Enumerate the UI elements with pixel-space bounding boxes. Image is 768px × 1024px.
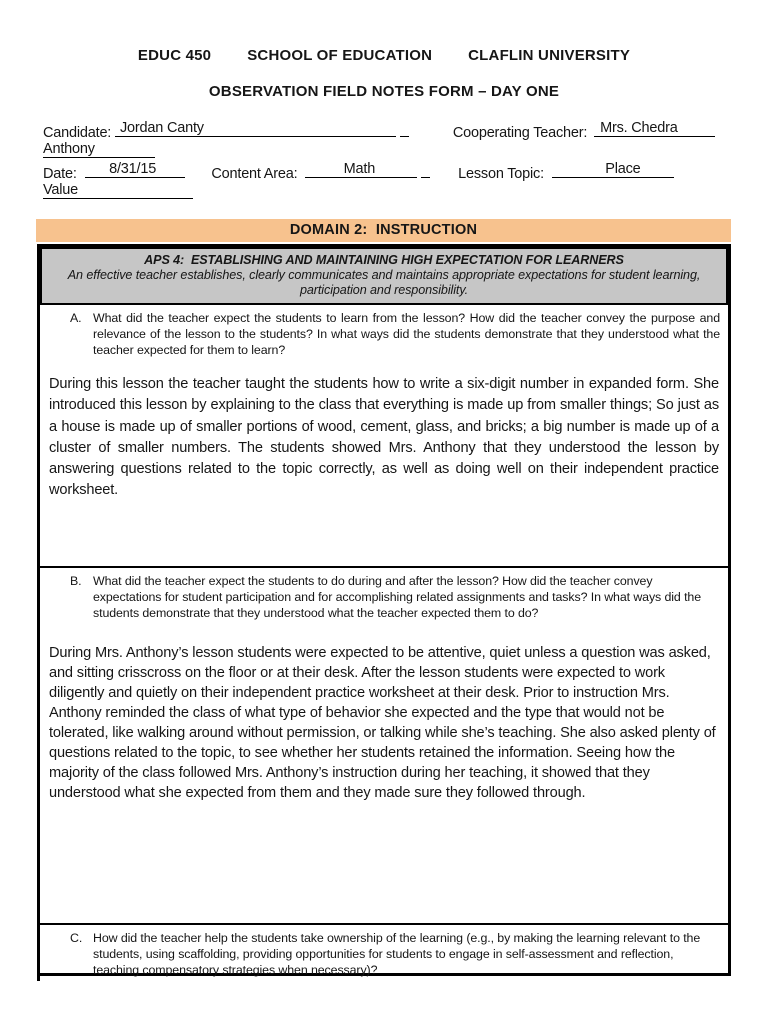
section-b-question [47,571,721,621]
aps-4-header-cell [40,247,728,305]
document-header [0,47,768,64]
aps-4-description: An effective teacher establishes, clearly communicates and maintains appropriate expectations for student learning, participation and responsibility. [67,268,701,297]
domain-2-instruction-banner: DOMAIN 2: INSTRUCTION [36,219,731,242]
form-info-block [43,121,732,203]
candidate-field [115,121,396,137]
content-area-value: Math [343,162,376,177]
candidate-label: Candidate: [43,125,112,141]
date-content-topic-line [43,162,732,183]
section-c-question-text: How did the teacher help the students take ownership of the learning (e.g., by making the learning relevant to the students, using scaffolding, providing opportunities for students to engage in self-assessment and reflection, teaching compensatory strategies when necessary)? [93,931,701,977]
cooperating-teacher-value-line2: Anthony [43,141,95,157]
university-name: CLAFLIN UNIVERSITY [468,47,631,64]
section-a-letter: A. [70,311,82,325]
lesson-topic-value-line2: Value [43,182,79,198]
section-a-answer: During this lesson the teacher taught the students how to write a six-digit number in expanded form. She introduced this lesson by explaining to the class that everything is made up from smaller things; So just as a house is made up of smaller portions of wood, cement, glass, and bricks; a big number is made up of a cluster of smaller numbers. The students showed Mrs. Anthony that they understood the lesson by answering questions related to the topic correctly, as well as doing well on their independent practice worksheet. [49,376,719,499]
section-b-row [40,566,728,923]
cooperating-teacher-field-continued [43,142,155,158]
lesson-topic-wrap-line [43,183,732,204]
section-a-row [40,305,728,566]
section-c-question [47,928,721,978]
table-left-border-tail [37,976,40,981]
section-b-answer: During Mrs. Anthony’s lesson students were expected to be attentive, quiet unless a question was asked, and sitting crisscross on the floor or at their desk. After the lesson students were expected to work diligently and quietly on their independent practice worksheet at their desk. Prior to instruction Mrs. Anthony reminded the class of what type of behavior she expected and the type that would not be tolerated, like walking around without permission, or talking while she’s teaching. She also asked plenty of questions related to the topic, to see whether her students retained the information. Seeing how the majority of the class followed Mrs. Anthony’s instruction during her teaching, it showed that they understood what she expected from them and they made sure they followed through. [49,645,716,801]
candidate-value: Jordan Canty [119,121,204,136]
section-a-question-text: What did the teacher expect the students to learn from the lesson? How did the teacher convey the purpose and relevance of the lesson to the students? In what ways did the students demonstrate that they understood what the teacher expected for them to learn? [93,311,720,357]
lesson-topic-value-line1: Place [605,162,641,177]
aps-4-table [37,244,731,976]
content-area-label: Content Area: [211,166,298,182]
section-a-question [47,308,721,358]
date-field [85,162,185,178]
lesson-topic-field [552,162,674,178]
lesson-topic-label: Lesson Topic: [458,166,544,182]
date-value: 8/31/15 [109,162,157,177]
section-b-letter: B. [70,574,82,588]
cooperating-teacher-value-line1: Mrs. Chedra [600,121,678,136]
form-title: OBSERVATION FIELD NOTES FORM – DAY ONE [208,83,560,100]
school-name: SCHOOL OF EDUCATION [247,47,433,64]
course-code: EDUC 450 [137,47,212,64]
blank-line [400,121,409,137]
candidate-teacher-line [43,121,732,142]
cooperating-teacher-wrap-line [43,142,732,163]
aps-4-title: APS 4: ESTABLISHING AND MAINTAINING HIGH EXPECTATION FOR LEARNERS [144,253,624,267]
cooperating-teacher-field [594,121,715,137]
date-label: Date: [43,166,77,182]
section-b-question-text: What did the teacher expect the students to do during and after the lesson? How did the teacher convey expectations for student participation and for accomplishing related assignments and tasks? In what ways did the students demonstrate that they understood what the teacher expected them to do? [93,574,701,620]
lesson-topic-field-continued [43,183,193,199]
cooperating-teacher-label: Cooperating Teacher: [452,125,588,141]
content-area-field [305,162,417,178]
section-c-letter: C. [70,931,83,945]
blank-line [421,162,430,178]
section-c-row [40,923,728,977]
